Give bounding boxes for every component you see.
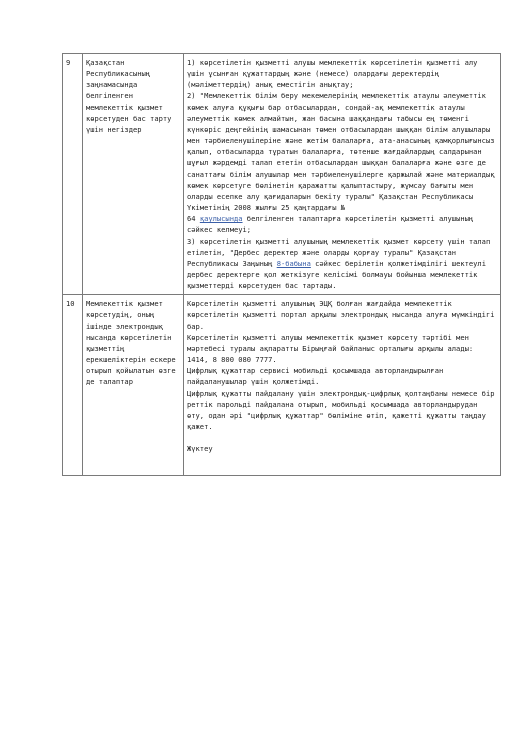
text: 3) көрсетілетін қызметті алушының мемлекеттік қызмет көрсету үшін талап етілетін, "Дербес деректер және оларды қорғау туралы" Қазақстан Республикасы Заңының: [187, 236, 491, 268]
text: 64: [187, 214, 200, 224]
row-description: [184, 54, 501, 295]
decree-link[interactable]: қаулысында: [199, 214, 243, 224]
row-name: Қазақстан Республикасының заңнамасында белгіленген мемлекеттік қызмет көрсетуден бас тарту үшін негіздер: [83, 54, 184, 295]
table-row: [63, 54, 501, 295]
row-description: [184, 295, 501, 476]
row-number: 9: [63, 54, 83, 295]
paragraph: Көрсетілетін қызметті алушы мемлекеттік қызмет көрсету тәртібі мен мәртебесі туралы ақпаратты Бірыңғай байланыс орталығы арқылы алады: 1414, 8 800 080 7777.: [187, 332, 474, 365]
services-table: [62, 53, 501, 476]
row-name: Мемлекеттік қызмет көрсетудің, оның ішінде электрондық нысанда көрсетілетін қызметтің ерекшеліктерін ескере отырып қойылатын өзге де талаптар: [83, 295, 184, 476]
paragraph: 1) көрсетілетін қызметті алушы мемлекеттік көрсетілетін қызметті алу үшін ұсынған құжаттардың және (немесе) олардағы деректердің (мәліметтердің) анық еместігін анықтау;: [187, 58, 478, 90]
text: белгіленген талаптарға көрсетілетін қызметті алушының сәйкес келмеуі;: [187, 214, 474, 235]
paragraph: [187, 213, 497, 235]
law-article-link[interactable]: 8-бабына: [276, 258, 311, 268]
table-row: [63, 295, 501, 476]
download-label[interactable]: Жүктеу: [187, 444, 213, 454]
paragraph: Көрсетілетін қызметті алушының ЭЦҚ болған жағдайда мемлекеттік көрсетілетін қызметті портал арқылы электрондық нысанда алуға мүмкіндігі бар.: [187, 299, 495, 331]
paragraph: [187, 236, 497, 292]
paragraph: Цифрлық құжаттар сервисі мобильді қосымшада авторландырылған пайдаланушылар үшін қолжетімді.: [187, 366, 444, 387]
paragraph: 2) "Мемлекеттік білім беру мекемелерінің мемлекеттік атаулы әлеуметтік көмек алуға құқығы бар отбасылардан, сондай-ақ мемлекеттік атаулы әлеуметтік көмек алмайтын, жан басына шаққандағы табысы ең төменгі күнкөріс деңгейінің шамасынан төмен отбасылардан шыққан білім алушылары мен тәрбиеленушілеріне және жетім балаларға, ата-анасының қамқорлығынсыз қалып, отбасыларда тұратын балаларға, төтенше жағдайлардың салдарынан шұғыл жәрдемді талап ететін отбасылардан шыққан балаларға және өзге де санаттағы білім алушылар мен тәрбиеленушілерге қаржылай және материалдық көмек көрсетуге бөлінетін қаражатты қалыптастыру, жұмсау бағыты мен оларды есепке алу қағидаларын бекіту туралы" Қазақстан Республикасы Үкіметінің 2008 жылғы 25 қаңтардағы №: [187, 91, 495, 213]
row-number: 10: [63, 295, 83, 476]
paragraph: Цифрлық құжатты пайдалану үшін электрондық-цифрлық қолтаңбаны немесе бір реттік парольді пайдалана отырып, мобильді қосымшада авторландырудан өту, одан әрі "цифрлық құжаттар" бөліміне өтіп, қажетті құжатты таңдау қажет.: [187, 388, 495, 431]
text: сәйкес берілетін қолжетімділігі шектеулі дербес деректерге қол жеткізуге келісімі болмауы бойынша мемлекеттік қызметтерді көрсетуден бас тартады.: [187, 258, 486, 291]
